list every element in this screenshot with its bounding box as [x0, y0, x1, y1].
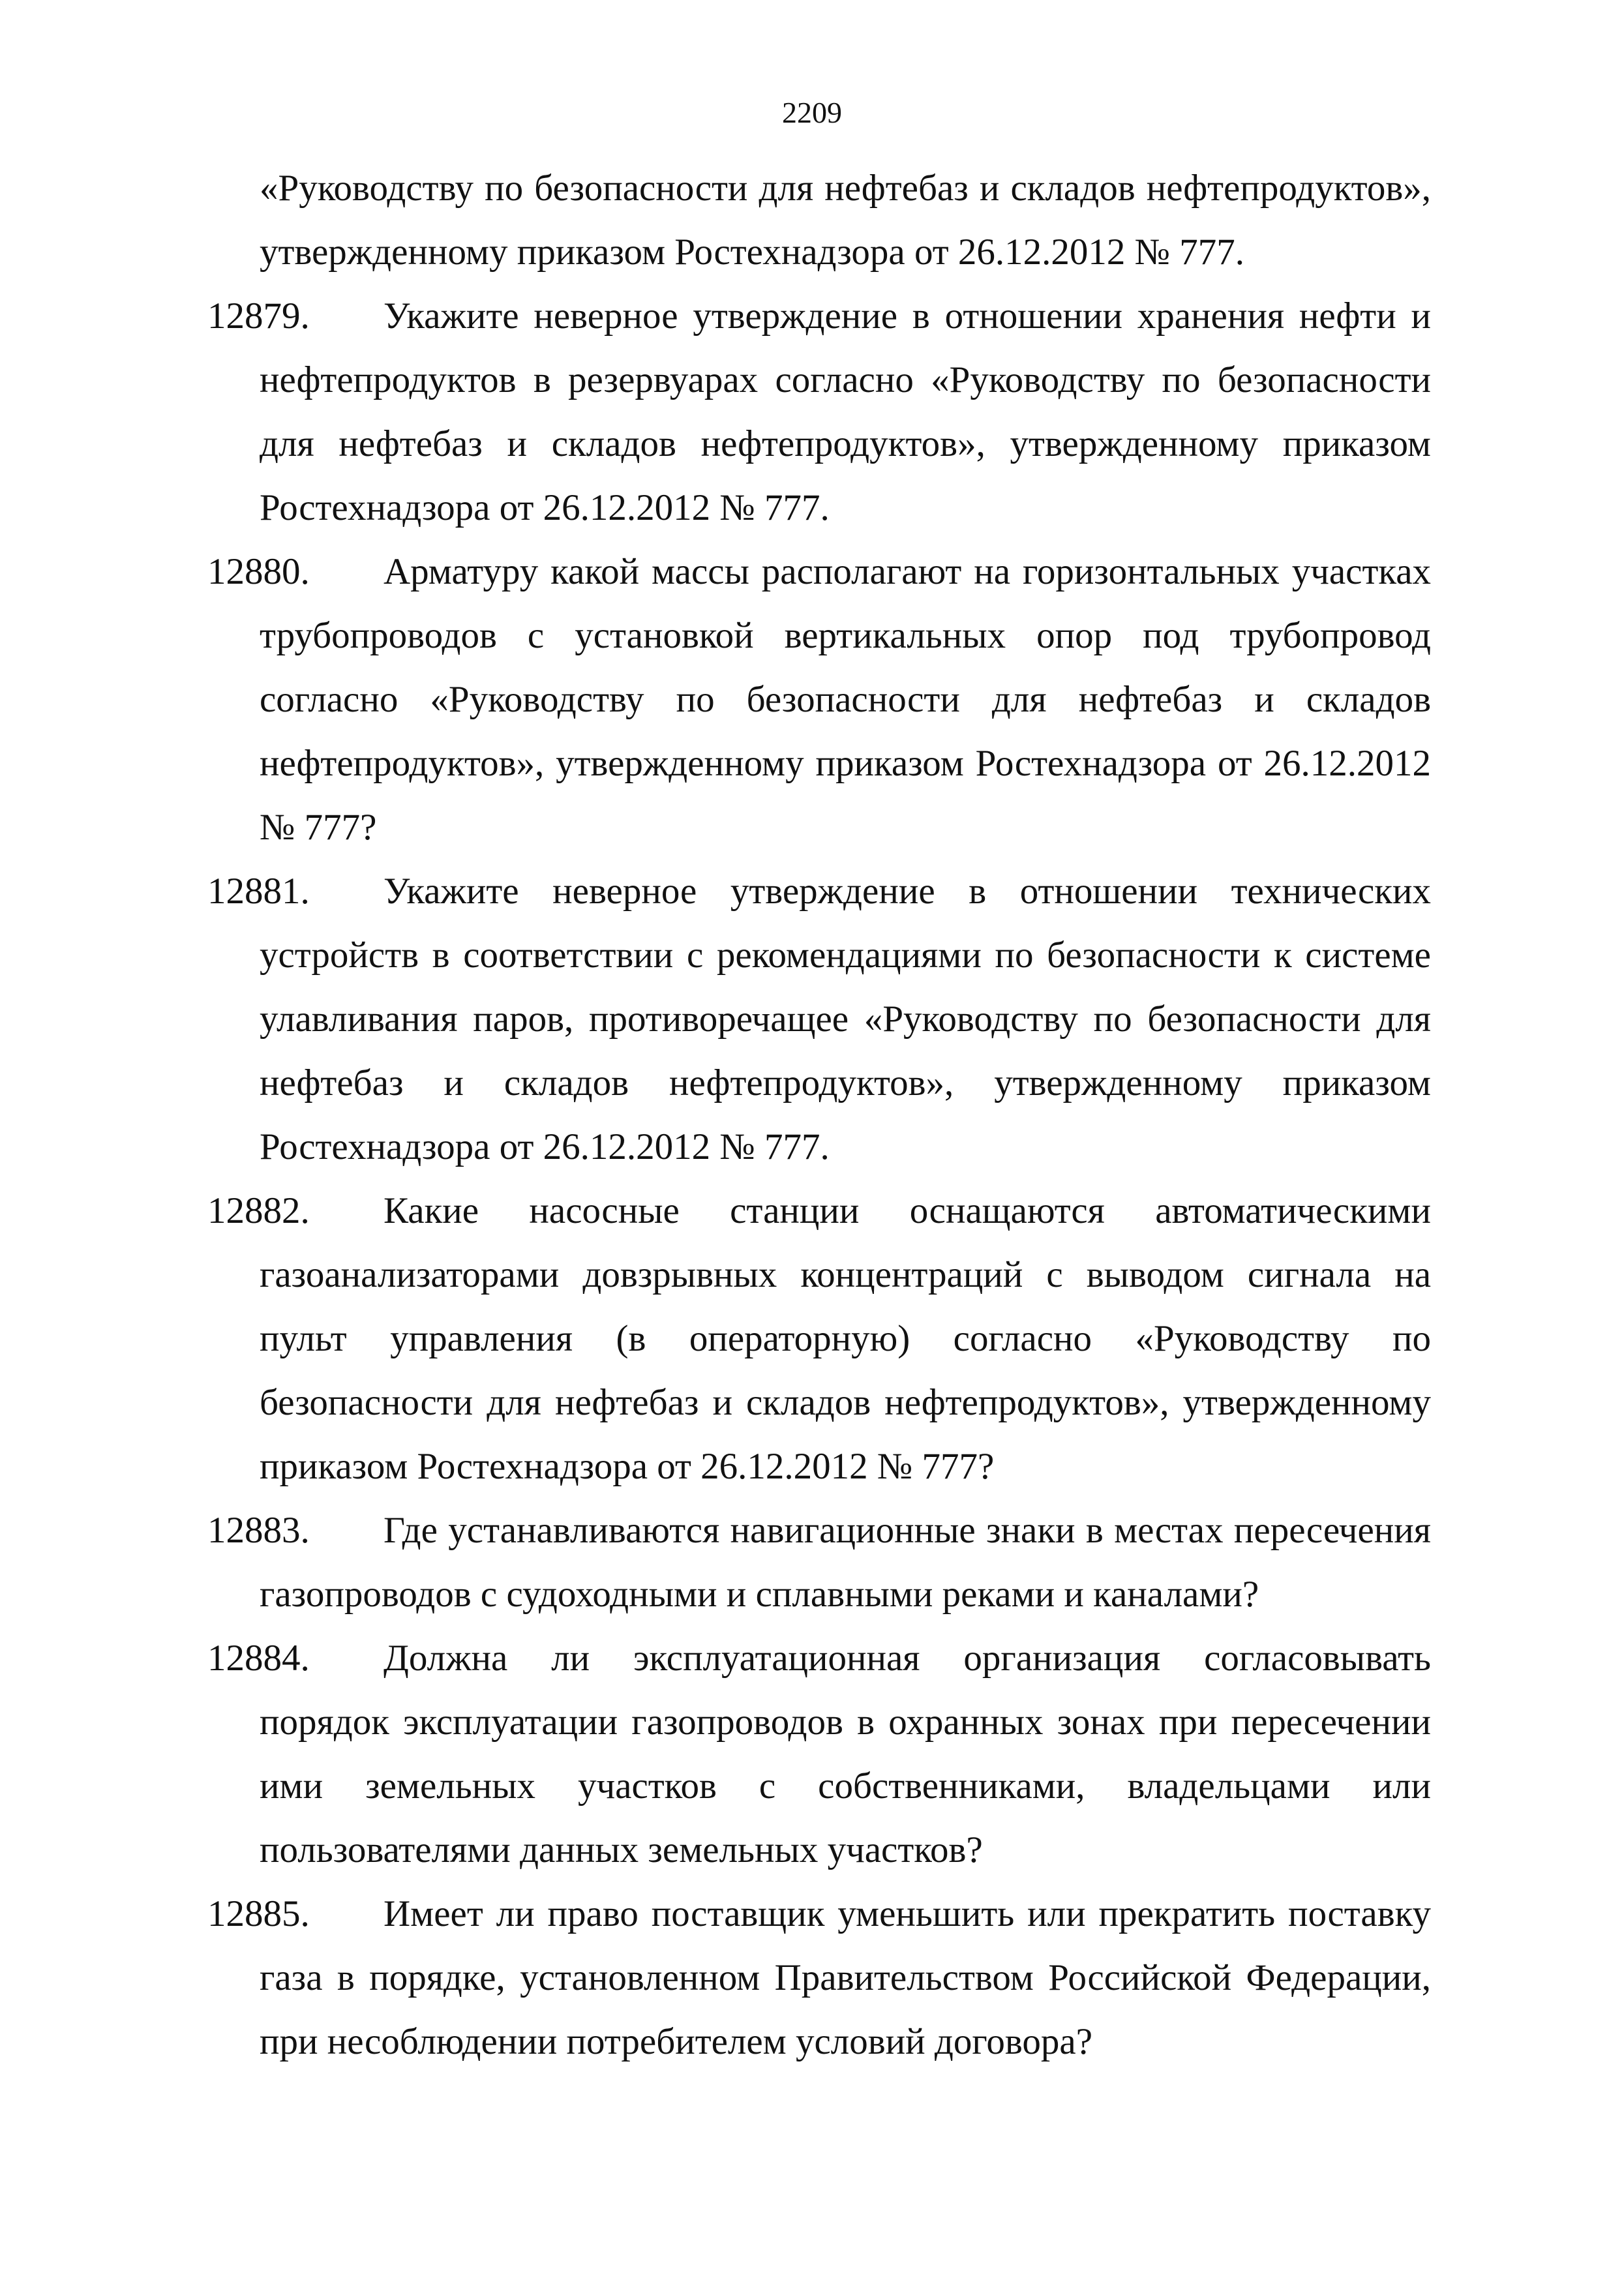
question-item [207, 1627, 1431, 1882]
question-item [207, 540, 1431, 860]
question-number: 12883. [207, 1510, 310, 1551]
question-text: Укажите неверное утверждение в отношении хранения нефти и нефтепродуктов в резервуарах согласно «Руководству по безопасности для нефтебаз и складов нефтепродуктов», утвержденному приказом Ростехнадзора от 26.12.2012 № 777. [260, 295, 1431, 528]
question-item [207, 1882, 1431, 2074]
question-item [207, 1179, 1431, 1499]
question-item [207, 1499, 1431, 1627]
question-number: 12879. [207, 295, 310, 337]
question-number: 12880. [207, 551, 310, 592]
question-number: 12885. [207, 1893, 310, 1934]
question-text: Укажите неверное утверждение в отношении технических устройств в соответствии с рекомендациями по безопасности к системе улавливания паров, противоречащее «Руководству по безопасности для нефтебаз и складов нефтепродуктов», утвержденному приказом Ростехнадзора от 26.12.2012 № 777. [260, 871, 1431, 1167]
question-text: Где устанавливаются навигационные знаки в местах пересечения газопроводов с судоходными и сплавными реками и каналами? [260, 1510, 1431, 1615]
question-item [207, 284, 1431, 540]
question-text: Должна ли эксплуатационная организация согласовывать порядок эксплуатации газопроводов в охранных зонах при пересечении ими земельных участков с собственниками, владельцами или пользователями данных земельных участков? [260, 1638, 1431, 1870]
page-number: 2209 [782, 96, 842, 129]
question-number: 12881. [207, 871, 310, 912]
continuation-text: «Руководству по безопасности для нефтебаз и складов нефтепродуктов», утвержденному приказом Ростехнадзора от 26.12.2012 № 777. [260, 168, 1431, 273]
question-text: Арматуру какой массы располагают на горизонтальных участках трубопроводов с установкой вертикальных опор под трубопровод согласно «Руководству по безопасности для нефтебаз и складов нефтепродуктов», утвержденному приказом Ростехнадзора от 26.12.2012 № 777? [260, 551, 1431, 848]
question-text: Какие насосные станции оснащаются автоматическими газоанализаторами довзрывных концентраций с выводом сигнала на пульт управления (в операторную) согласно «Руководству по безопасности для нефтебаз и складов нефтепродуктов», утвержденному приказом Ростехнадзора от 26.12.2012 № 777? [260, 1190, 1431, 1487]
question-number: 12882. [207, 1190, 310, 1231]
question-item [207, 860, 1431, 1179]
question-text: Имеет ли право поставщик уменьшить или прекратить поставку газа в порядке, установленном Правительством Российской Федерации, при несоблюдении потребителем условий договора? [260, 1893, 1431, 2062]
page-content [207, 157, 1431, 2074]
question-number: 12884. [207, 1638, 310, 1679]
continuation-paragraph [207, 157, 1431, 284]
